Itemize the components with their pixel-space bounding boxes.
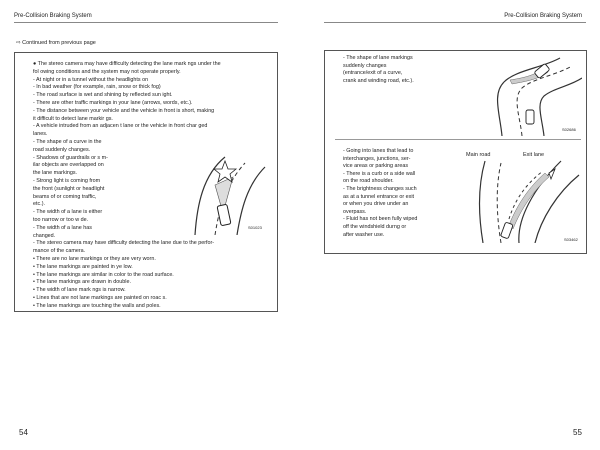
text-line: off the windshield durng or: [343, 224, 407, 230]
left-running-header: Pre-Collision Braking System: [14, 13, 92, 19]
text-line: • The lane markings are similar in color to the road surface.: [33, 271, 174, 278]
left-page-number: 54: [19, 428, 28, 437]
right-running-header: Pre-Collision Braking System: [504, 13, 582, 19]
text-line: it difficult to detect lane markir gs.: [33, 115, 113, 122]
text-line: vice areas or parking areas: [343, 163, 409, 170]
text-line: - A vehicle intruded from an adjacen t lane or the vehicle in front char ged: [33, 123, 208, 130]
text-line: interchanges, junctions, ser-: [343, 155, 411, 162]
main-road-label: Main road: [466, 152, 491, 158]
text-line: • The lane markings are drawn in double.: [33, 279, 131, 286]
text-line: - Going into lanes that lead to: [343, 148, 414, 154]
text-line: after washer use.: [343, 231, 385, 238]
text-line: - There are other traffic markings in your lane (arrows, words, etc.).: [33, 100, 193, 106]
text-line: - In bad weather (for example, rain, snow or thick fog): [33, 84, 161, 91]
continued-note: ⇨ Continued from previous page: [16, 40, 96, 46]
text-line: - The shape of a curve in the: [33, 139, 102, 145]
text-line: fol owing conditions and the system may not operate properly.: [33, 68, 181, 75]
text-line: - There is a curb or a side wall: [343, 170, 416, 177]
text-line: - The width of a lane is either: [33, 209, 103, 216]
text-line: - Shadows of guardrails or s m-: [33, 154, 108, 161]
text-line: - The stereo camera may have difficulty detecting the lane due to the perfor-: [33, 240, 215, 247]
left-header-rule: [14, 22, 278, 23]
text-line: • The lane markings are painted in ye low.: [33, 263, 133, 270]
text-line: - The shape of lane markings: [343, 55, 413, 61]
text-line: the front (sunlight or headlight: [33, 185, 105, 192]
text-line: • There are no lane markings or they are very worn.: [33, 256, 156, 262]
text-line: as at a tunnel entrance or exit: [343, 193, 415, 200]
text-line: ● The stereo camera may have difficulty detecting the lane mark ngs under the: [33, 61, 221, 67]
text-line: mance of the camera.: [33, 248, 86, 255]
text-line: road suddenly changes.: [33, 146, 91, 153]
text-line: too narrow or too w de.: [33, 217, 89, 223]
text-line: - At night or in a tunnel without the headlights on: [33, 76, 149, 83]
left-content-box: [14, 52, 278, 312]
text-line: - Strong light is coming from: [33, 178, 101, 184]
sudden-curve-illustration: [482, 54, 582, 136]
right-top-figure-code: S02686: [562, 127, 576, 132]
right-page-number: 55: [573, 428, 582, 437]
text-line: etc.).: [33, 201, 45, 208]
text-line: or when you drive under an: [343, 201, 409, 208]
text-line: crank and winding road, etc.).: [343, 77, 414, 84]
text-line: ilar objects are overlapped on: [33, 162, 104, 169]
left-figure-code: S01023: [248, 225, 262, 230]
text-line: • The width of lane mark ngs is narrow.: [33, 287, 126, 294]
text-line: overpass.: [343, 208, 367, 215]
exit-lane-label: Exit lane: [523, 152, 545, 158]
text-line: - The distance between your vehicle and the vehicle in front is short, making: [33, 107, 215, 114]
right-section-divider: [335, 139, 581, 140]
text-line: (entrance/exit of a curve,: [343, 70, 403, 77]
right-bottom-figure-code: S03462: [564, 237, 578, 242]
text-line: - The brightness changes such: [343, 186, 417, 192]
curve-lane-illustration: [155, 155, 272, 235]
text-line: suddenly changes: [343, 62, 387, 69]
text-line: changed.: [33, 232, 56, 239]
right-content-box: [324, 50, 587, 254]
text-line: - The width of a lane has: [33, 224, 92, 231]
text-line: beams of or coming traffic,: [33, 193, 97, 200]
exit-lane-illustration: [463, 159, 583, 243]
text-line: - Fluid has not been fully wiped: [343, 216, 418, 223]
text-line: • Lines that are not lane markings are painted on roac s.: [33, 295, 167, 301]
text-line: lanes.: [33, 131, 48, 138]
text-line: the lane markings.: [33, 170, 78, 177]
text-line: • The lane markings are touching the walls and poles.: [33, 302, 161, 309]
text-line: on the road shoulder.: [343, 178, 394, 185]
text-line: - The road surface is wet and shining by reflected sun ight.: [33, 92, 173, 99]
right-header-rule: [324, 22, 586, 23]
